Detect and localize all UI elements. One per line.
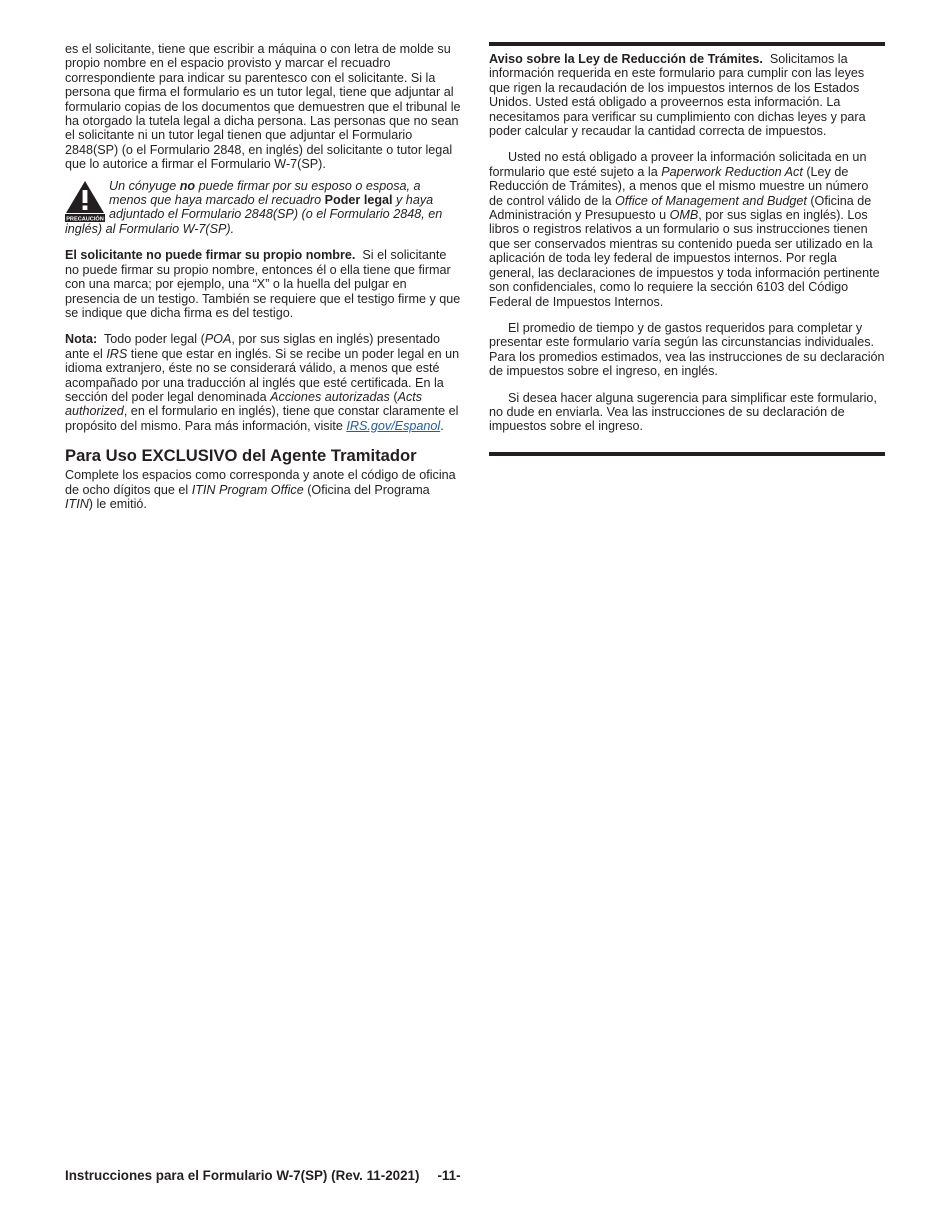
intro-paragraph: es el solicitante, tiene que escribir a máquina o con letra de molde su propio nombre en el espacio provisto y marcar el recuadro correspondiente para indicar su parentesco con el solicitante. Si la persona que firma el formulario es un tutor legal, tiene que adjuntar al formulario copias de los documentos que demuestren que el tribunal le ha otorgado la tutela legal a dicha persona. Las personas que no sean el solicitante ni un tutor legal tienen que adjuntar el Formulario 2848(SP) (o el Formulario 2848, en inglés) del solicitante o tutor legal que lo autorice a firmar el Formulario W-7(SP). <box>65 42 461 172</box>
footer-title: Instrucciones para el Formulario W-7(SP) (Rev. 11-2021) <box>65 1168 420 1183</box>
paperwork-p2: Usted no está obligado a proveer la información solicitada en un formulario que esté sujeto a la Paperwork Reduction Act (Ley de Reducción de Trámites), a menos que el mismo muestre un número de control válido de la Office of Management and Budget (Oficina de Administración y Presupuesto u OMB, por sus siglas en inglés). Los libros o registros relativos a un formulario o sus instrucciones tienen que ser conservados mientras su contenido pueda ser utilizado en la aplicación de toda ley federal de impuestos internos. Por regla general, las declaraciones de impuestos y toda información pertinente son confidenciales, como lo requiere la sección 6103 del Código Federal de Impuestos Internos. <box>489 150 880 309</box>
agent-paragraph: Complete los espacios como corresponda y anote el código de oficina de ocho dígitos que el ITIN Program Office (Oficina del Programa ITIN) le emitió. <box>65 468 456 511</box>
right-column <box>489 42 885 456</box>
agent-heading: Para Uso EXCLUSIVO del Agente Tramitador <box>65 446 417 466</box>
caution-icon-label: PRECAUCIÓN <box>66 215 104 222</box>
irs-espanol-link[interactable]: IRS.gov/Espanol <box>346 418 441 433</box>
bottom-rule <box>489 452 885 456</box>
left-column <box>65 42 464 511</box>
paperwork-p4: Si desea hacer alguna sugerencia para simplificar este formulario, no dude en enviarla. Vea las instrucciones de su declaración de impuestos sobre el ingreso. <box>489 390 877 434</box>
page-footer <box>65 1168 461 1183</box>
caution-text: Un cónyuge no puede firmar por su esposo o esposa, a menos que haya marcado el recuadro Poder legal y haya adjuntado el Formulario 2848(SP) (o el Formulario 2848, en inglés) al Formulario W-7(SP). <box>65 178 443 236</box>
note-paragraph: Nota: Todo poder legal (POA, por sus siglas en inglés) presentado ante el IRS tiene que estar en inglés. Si se recibe un poder legal en un idioma extranjero, éste no se considerará válido, a menos que esté acompañado por una traducción al inglés que esté certificada. En la sección del poder legal denominada Acciones autorizadas (Acts authorized, en el formulario en inglés), tiene que constar claramente el propósito del mismo. Para más información, visite IRS.gov/Espanol. <box>65 332 460 433</box>
caution-block <box>65 179 461 237</box>
paperwork-notice <box>489 42 885 434</box>
page-number: -11- <box>437 1168 461 1183</box>
caution-triangle-icon <box>65 180 105 222</box>
paperwork-p1: Aviso sobre la Ley de Reducción de Trámites. Solicitamos la información requerida en este formulario para cumplir con las leyes que rigen la recaudación de los impuestos internos de los Estados Unidos. Usted está obligado a proveernos esta información. La necesitamos para verificar su cumplimiento con dichas leyes y para poder calcular y recaudar la cantidad correcta de impuestos. <box>489 52 870 139</box>
cannot-sign-paragraph: El solicitante no puede firmar su propio nombre. Si el solicitante no puede firmar su propio nombre, entonces él o ella tiene que firmar con una marca; por ejemplo, una “X” o la huella del pulgar en presencia de un testigo. También se requiere que el testigo firme y que se indique que dicha firma es del testigo. <box>65 248 464 320</box>
paperwork-p3: El promedio de tiempo y de gastos requeridos para completar y presentar este formulario varía según las circunstancias individuales. Para los promedios estimados, vea las instrucciones de su declaración de impuestos sobre el ingreso, en inglés. <box>489 320 885 379</box>
